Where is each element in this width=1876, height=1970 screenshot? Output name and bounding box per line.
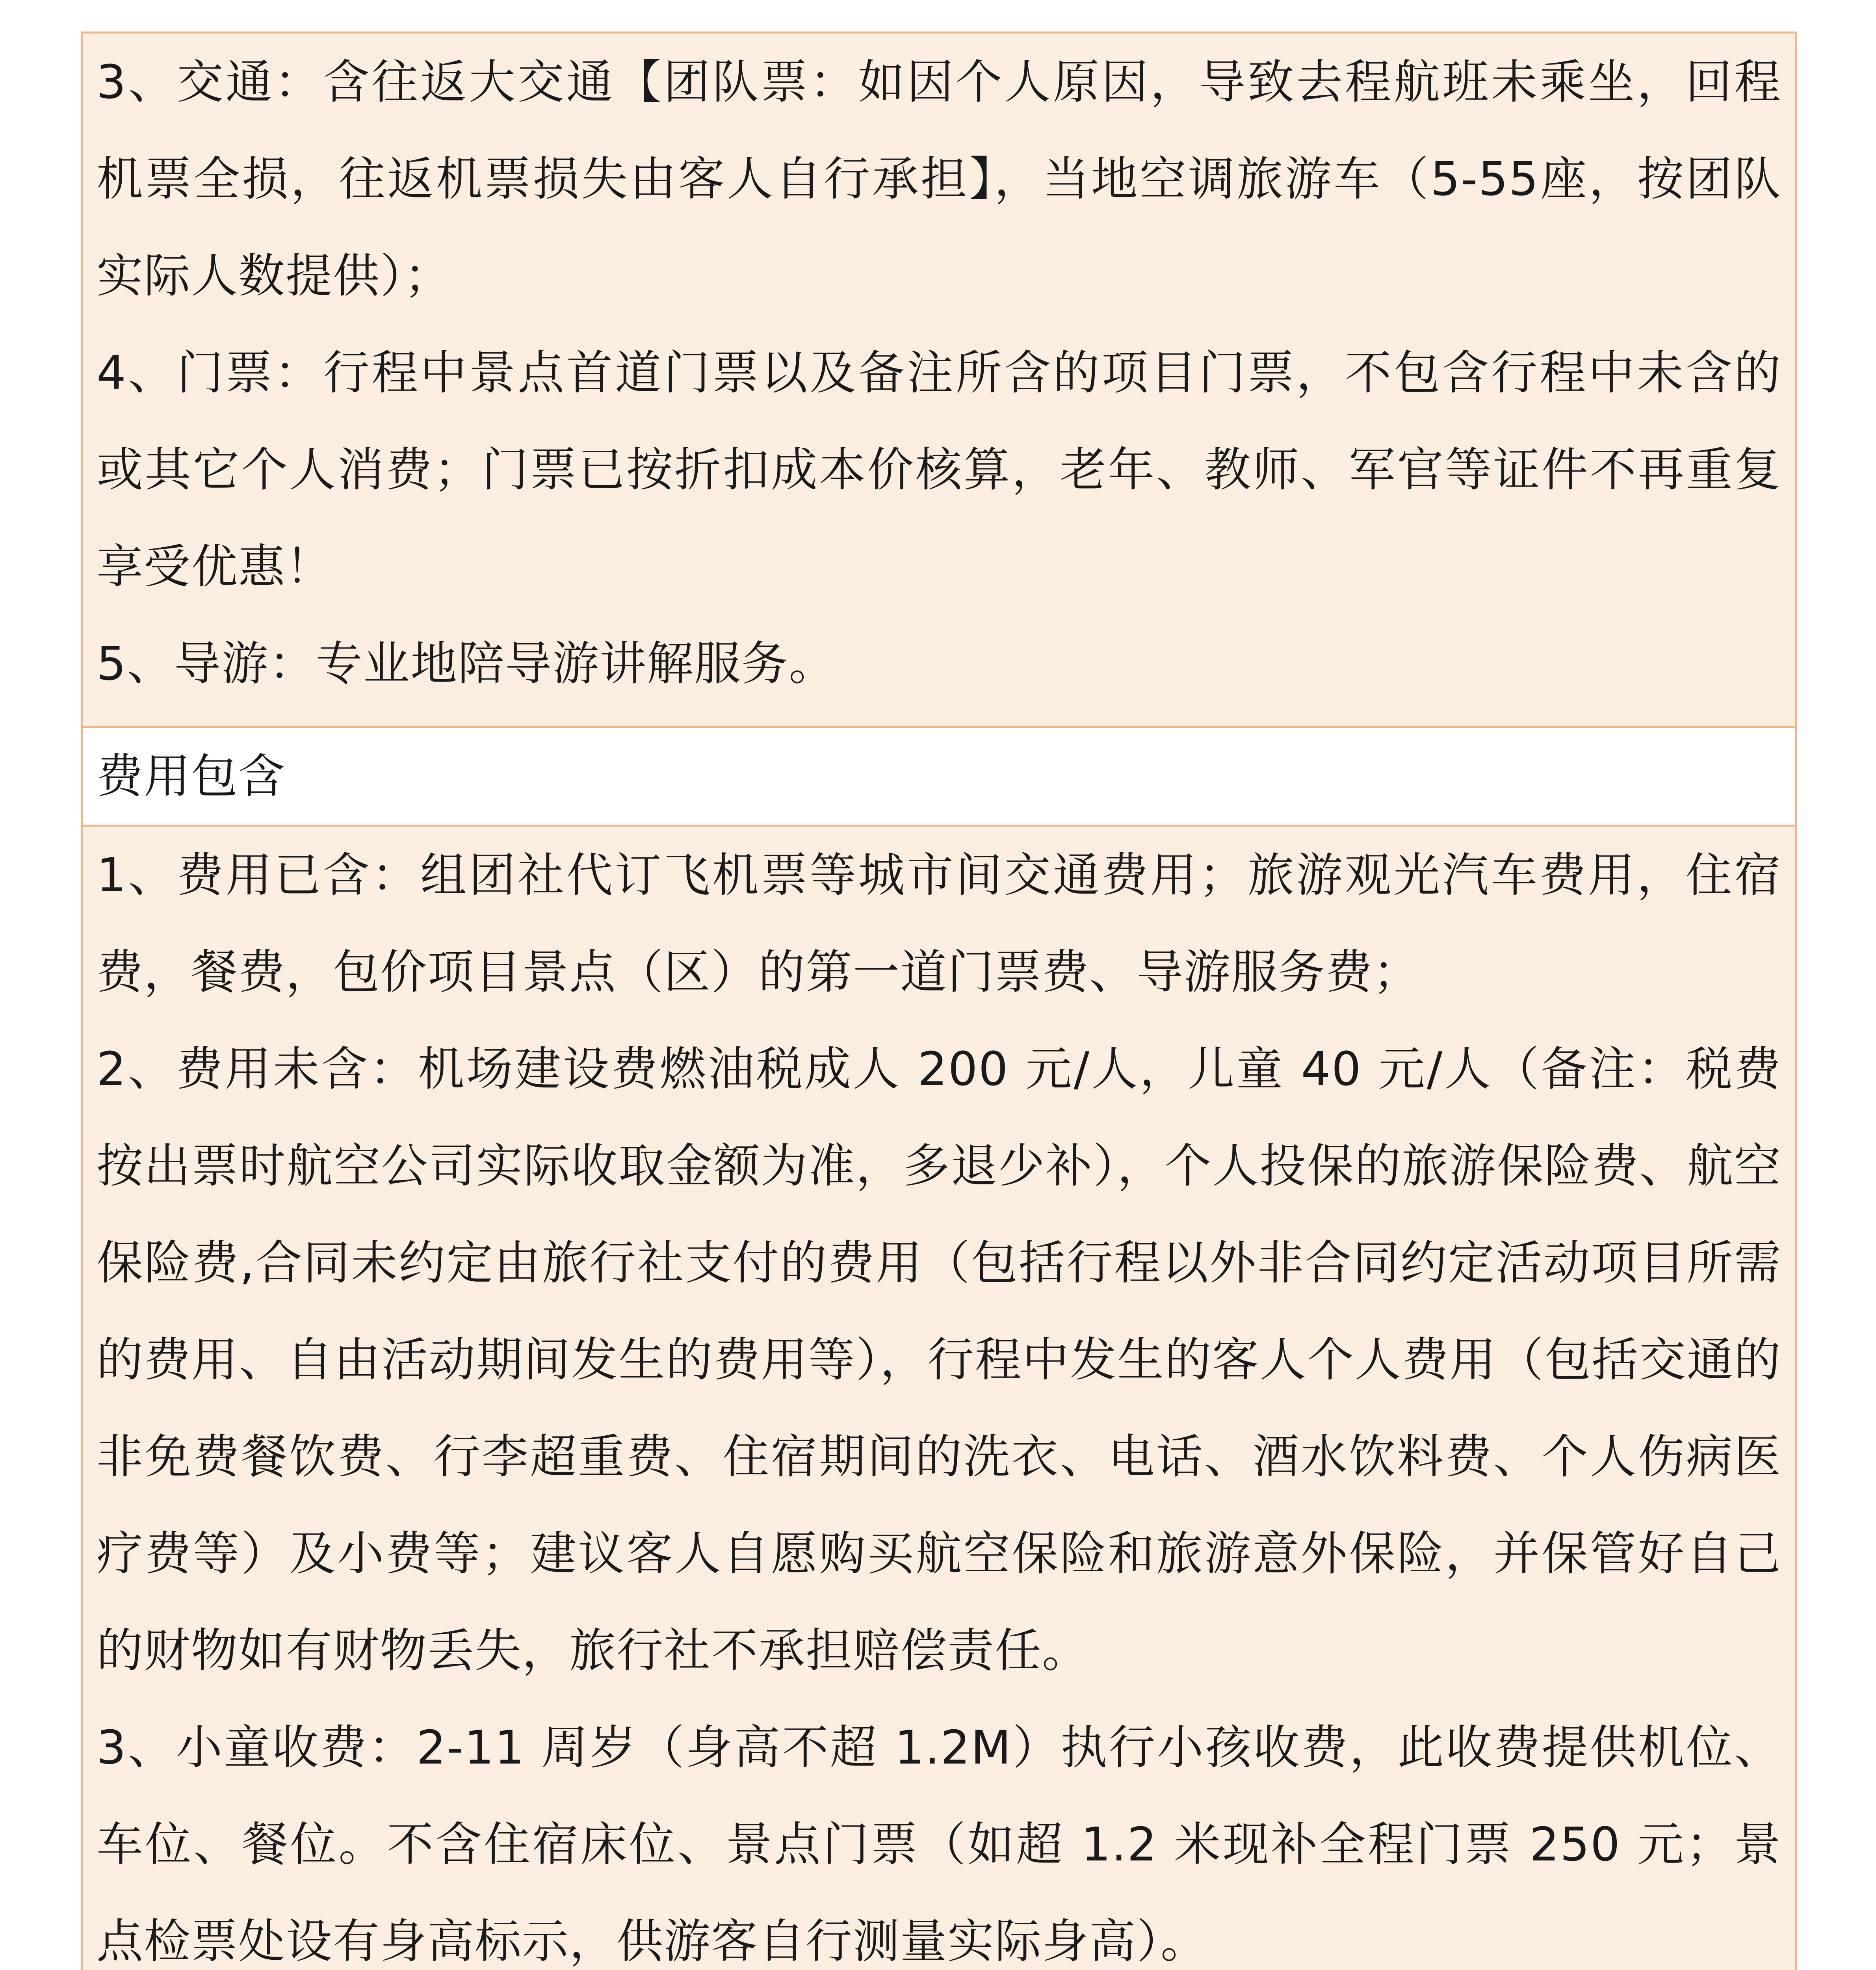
intro-paragraph: 5、导游：专业地陪导游讲解服务。 xyxy=(97,636,836,691)
fee-block-row xyxy=(82,826,1796,1970)
intro-paragraph: 4、门票：行程中景点首道门票以及备注所含的项目门票，不包含行程中未含的或其它个人消费；门票已按折扣成本价核算，老年、教师、军官等证件不再重复享受优惠！ xyxy=(97,346,1782,594)
fee-block xyxy=(82,826,1796,1970)
itinerary-fee-table xyxy=(81,32,1797,1970)
intro-block xyxy=(82,33,1796,727)
intro-paragraph: 3、交通：含往返大交通【团队票：如因个人原因，导致去程航班未乘坐，回程机票全损，往返机票损失由客人自行承担】，当地空调旅游车（5-55座，按团队实际人数提供）； xyxy=(97,55,1782,303)
intro-block-row xyxy=(82,33,1796,727)
fee-item: 2、费用未含：机场建设费燃油税成人 200 元/人，儿童 40 元/人（备注：税费按出票时航空公司实际收取金额为准，多退少补），个人投保的旅游保险费、航空保险费,合同未约定由旅行社支付的费用（包括行程以外非合同约定活动项目所需的费用、自由活动期间发生的费用等），行程中发生的客人个人费用（包括交通的非免费餐饮费、行李超重费、住宿期间的洗衣、电话、酒水饮料费、个人伤病医疗费等）及小费等；建议客人自愿购买航空保险和旅游意外保险，并保管好自己的财物如有财物丢失，旅行社不承担赔偿责任。 xyxy=(97,1042,1782,1678)
fee-section-title: 费用包含 xyxy=(97,749,286,803)
fee-item: 3、小童收费：2-11 周岁（身高不超 1.2M）执行小孩收费，此收费提供机位、车位、餐位。不含住宿床位、景点门票（如超 1.2 米现补全程门票 250 元；景点检票处设有身高标示，供游客自行测量实际身高）。 xyxy=(97,1720,1782,1968)
fee-section-header-row xyxy=(82,727,1796,826)
fee-section-header xyxy=(82,727,1796,826)
fee-item: 1、费用已含：组团社代订飞机票等城市间交通费用；旅游观光汽车费用，住宿费，餐费，包价项目景点（区）的第一道门票费、导游服务费； xyxy=(97,848,1782,999)
